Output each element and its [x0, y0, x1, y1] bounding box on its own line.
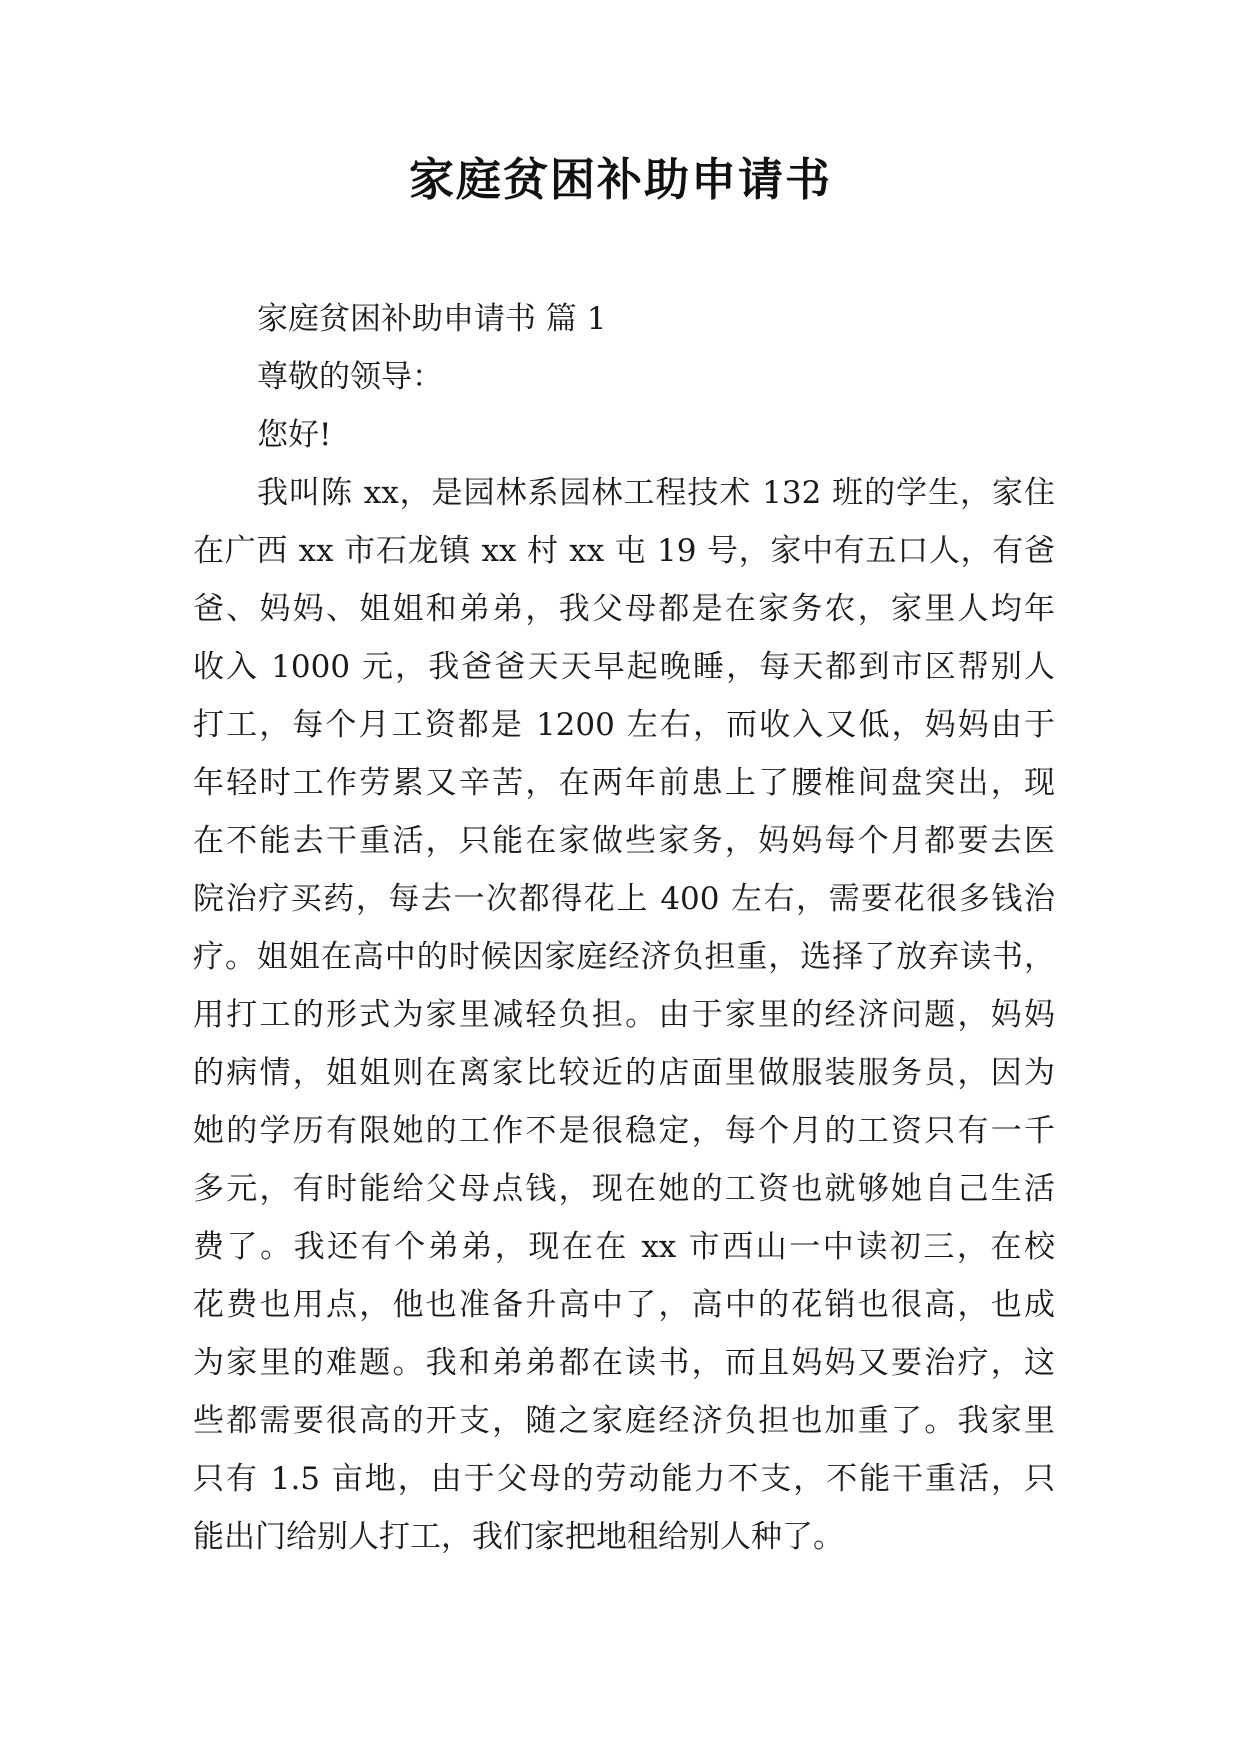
paragraph-line-last: 能出门给别人打工，我们家把地租给别人种了。 — [193, 1519, 844, 1555]
paragraph-line: 疗。姐姐在高中的时候因家庭经济负担重，选择了放弃读书， — [193, 939, 1055, 975]
paragraph-line: 费了。我还有个弟弟，现在在 xx 市西山一中读初三，在校 — [193, 1229, 1055, 1265]
paragraph-line: 收入 1000 元，我爸爸天天早起晚睡，每天都到市区帮别人 — [193, 649, 1055, 685]
paragraph-line: 为家里的难题。我和弟弟都在读书，而且妈妈又要治疗，这 — [193, 1345, 1055, 1381]
greeting: 您好! — [257, 417, 332, 453]
salutation: 尊敬的领导： — [257, 359, 443, 395]
paragraph-line: 在不能去干重活，只能在家做些家务，妈妈每个月都要去医 — [193, 823, 1055, 859]
document-title: 家庭贫困补助申请书 — [408, 153, 832, 206]
paragraph-line: 些都需要很高的开支，随之家庭经济负担也加重了。我家里 — [193, 1403, 1055, 1439]
paragraph-line: 在广西 xx 市石龙镇 xx 村 xx 屯 19 号，家中有五口人，有爸 — [193, 533, 1055, 569]
paragraph-line: 年轻时工作劳累又辛苦，在两年前患上了腰椎间盘突出，现 — [193, 765, 1055, 801]
document-body — [193, 290, 1055, 1566]
paragraph-line: 只有 1.5 亩地，由于父母的劳动能力不支，不能干重活，只 — [193, 1461, 1055, 1497]
paragraph-line: 我叫陈 xx，是园林系园林工程技术 132 班的学生，家住 — [257, 475, 1055, 511]
paragraph-line: 院治疗买药，每去一次都得花上 400 左右，需要花很多钱治 — [193, 881, 1055, 917]
paragraph-line: 花费也用点，他也准备升高中了，高中的花销也很高，也成 — [193, 1287, 1055, 1323]
paragraph-line: 多元，有时能给父母点钱，现在她的工资也就够她自己生活 — [193, 1171, 1055, 1207]
body-paragraph — [193, 464, 1055, 1566]
paragraph-line: 爸、妈妈、姐姐和弟弟，我父母都是在家务农，家里人均年 — [193, 591, 1055, 627]
section-subheading: 家庭贫困补助申请书 篇 1 — [257, 301, 607, 337]
paragraph-line: 用打工的形式为家里减轻负担。由于家里的经济问题，妈妈 — [193, 997, 1055, 1033]
paragraph-line: 她的学历有限她的工作不是很稳定，每个月的工资只有一千 — [193, 1113, 1055, 1149]
paragraph-line: 的病情，姐姐则在离家比较近的店面里做服装服务员，因为 — [193, 1055, 1055, 1091]
paragraph-line: 打工，每个月工资都是 1200 左右，而收入又低，妈妈由于 — [193, 707, 1055, 743]
